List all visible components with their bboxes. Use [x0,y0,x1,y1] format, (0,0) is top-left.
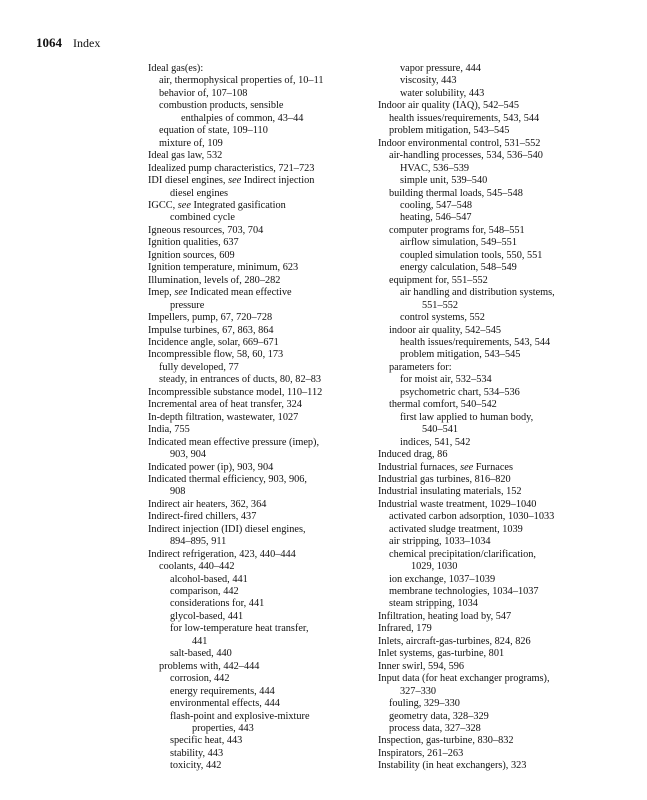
index-entry: Indirect injection (IDI) diesel engines, [148,523,306,535]
index-entry: considerations for, 441 [170,598,265,610]
index-entry: behavior of, 107–108 [159,87,248,99]
index-entry: Inspection, gas-turbine, 830–832 [378,735,514,747]
index-entry: problems with, 442–444 [159,660,260,672]
index-entry: 903, 904 [170,449,207,461]
index-entry: airflow simulation, 549–551 [400,237,517,249]
index-entry: Ideal gas law, 532 [148,150,223,162]
index-entry: alcohol-based, 441 [170,573,248,585]
index-entry: problem mitigation, 543–545 [400,349,521,361]
page-number: 1064 [36,35,62,50]
index-entry: for low-temperature heat transfer, [170,623,309,635]
index-entry: Incremental area of heat transfer, 324 [148,399,302,411]
index-entry: Incidence angle, solar, 669–671 [148,336,279,348]
index-entry: Industrial insulating materials, 152 [378,486,522,498]
index-entry: parameters for: [389,361,452,373]
index-entry: cooling, 547–548 [400,199,473,211]
index-entry: air, thermophysical properties of, 10–11 [159,75,324,87]
index-entry: combustion products, sensible [159,100,284,112]
index-entry: indoor air quality, 542–545 [389,324,502,336]
index-entry: Impulse turbines, 67, 863, 864 [148,324,274,336]
index-entry: corrosion, 442 [170,673,230,685]
index-entry: geometry data, 328–329 [389,710,489,722]
index-entry: IDI diesel engines, see Indirect injection [148,175,315,187]
page-header [36,36,100,50]
index-entry: coolants, 440–442 [159,561,235,573]
index-entry: 894–895, 911 [170,536,227,548]
index-entry: activated carbon adsorption, 1030–1033 [389,511,555,523]
index-entry: 908 [170,486,186,498]
index-entry: toxicity, 442 [170,760,222,772]
index-entry: health issues/requirements, 543, 544 [400,336,551,348]
index-entry: Impellers, pump, 67, 720–728 [148,312,273,324]
index-entry: Indicated power (ip), 903, 904 [148,461,274,473]
index-entry: fully developed, 77 [159,361,239,373]
index-entry: enthalpies of common, 43–44 [181,112,304,124]
index-entry: Ignition sources, 609 [148,249,235,261]
index-entry: Incompressible flow, 58, 60, 173 [148,349,284,361]
index-entry: activated sludge treatment, 1039 [389,523,523,535]
index-entry: Industrial gas turbines, 816–820 [378,473,511,485]
index-entry: fouling, 329–330 [389,698,460,710]
index-entry: Igneous resources, 703, 704 [148,224,264,236]
index-entry: HVAC, 536–539 [400,162,470,174]
index-entry: Indoor air quality (IAQ), 542–545 [378,100,519,112]
index-entry: Infrared, 179 [378,623,432,635]
index-entry: chemical precipitation/clarification, [389,548,536,560]
index-entry: Illumination, levels of, 280–282 [148,274,281,286]
index-entry: water solubility, 443 [400,87,485,99]
index-entry: Inlets, aircraft-gas-turbines, 824, 826 [378,635,531,647]
index-entry: equation of state, 109–110 [159,125,268,137]
index-entry: Input data (for heat exchanger programs), [378,673,550,685]
index-entry: Inner swirl, 594, 596 [378,660,465,672]
index-entry: 551–552 [422,299,459,311]
index-entry: Inspirators, 261–263 [378,747,464,759]
index-entry: Indirect-fired chillers, 437 [148,511,257,523]
index-entry: Ignition qualities, 637 [148,237,239,249]
index-entry: 1029, 1030 [411,561,458,573]
index-entry: Infiltration, heating load by, 547 [378,610,512,622]
index-entry: steady, in entrances of ducts, 80, 82–83 [159,374,322,386]
index-entry: vapor pressure, 444 [400,63,481,74]
index-entry: Industrial waste treatment, 1029–1040 [378,498,537,510]
index-entry: environmental effects, 444 [170,698,280,710]
index-entry: Induced drag, 86 [378,449,448,461]
running-head: Index [73,36,101,50]
index-entry: 540–541 [422,424,459,436]
index-entry: equipment for, 551–552 [389,274,488,286]
index-entry: properties, 443 [192,723,254,735]
index-entry: control systems, 552 [400,312,485,324]
index-entry: Ideal gas(es): [148,63,204,74]
index-entry: comparison, 442 [170,586,239,598]
index-entry: stability, 443 [170,747,224,759]
index-entry: pressure [170,299,205,311]
index-entry: air-handling processes, 534, 536–540 [389,150,543,162]
index-entry: first law applied to human body, [400,411,534,423]
index-entry: psychometric chart, 534–536 [400,386,520,398]
index-entry: 441 [192,635,208,647]
index-entry: health issues/requirements, 543, 544 [389,112,540,124]
index-entry: process data, 327–328 [389,723,481,735]
index-entry: Imep, see Indicated mean effective [148,287,292,299]
index-entry: 327–330 [400,685,437,697]
index-entry: IGCC, see Integrated gasification [148,199,286,211]
index-entry: Indoor environmental control, 531–552 [378,137,541,149]
index-entry: Indirect refrigeration, 423, 440–444 [148,548,296,560]
index-entry: Incompressible substance model, 110–112 [148,386,323,398]
index-entry: salt-based, 440 [170,648,232,660]
index-entry: coupled simulation tools, 550, 551 [400,249,543,261]
index-entry: thermal comfort, 540–542 [389,399,497,411]
index-entry: indices, 541, 542 [400,436,471,448]
index-entry: India, 755 [148,424,190,436]
index-entry: Inlet systems, gas-turbine, 801 [378,648,505,660]
index-entry: heating, 546–547 [400,212,472,224]
index-entry: membrane technologies, 1034–1037 [389,586,539,598]
index-entry: diesel engines [170,187,229,199]
index-entry: In-depth filtration, wastewater, 1027 [148,411,299,423]
index-entry: energy calculation, 548–549 [400,262,517,274]
index-entry: steam stripping, 1034 [389,598,478,610]
index-entry: simple unit, 539–540 [400,175,488,187]
index-entry: computer programs for, 548–551 [389,224,525,236]
index-entry: flash-point and explosive-mixture [170,710,310,722]
index-entry: Ignition temperature, minimum, 623 [148,262,299,274]
index-column-right [378,63,610,773]
index-entry: Industrial furnaces, see Furnaces [378,461,513,473]
index-entry: for moist air, 532–534 [400,374,492,386]
index-entry: viscosity, 443 [400,75,457,87]
index-entry: problem mitigation, 543–545 [389,125,510,137]
index-entry: mixture of, 109 [159,137,223,149]
index-entry: glycol-based, 441 [170,610,244,622]
index-entry: building thermal loads, 545–548 [389,187,523,199]
index-entry: Instability (in heat exchangers), 323 [378,760,527,772]
index-entry: air handling and distribution systems, [400,287,555,299]
index-entry: specific heat, 443 [170,735,243,747]
index-entry: Indirect air heaters, 362, 364 [148,498,267,510]
index-column-left [148,63,376,773]
index-entry: Indicated mean effective pressure (imep), [148,436,320,448]
index-entry: ion exchange, 1037–1039 [389,573,496,585]
index-entry: energy requirements, 444 [170,685,275,697]
index-entry: combined cycle [170,212,235,224]
index-entry: air stripping, 1033–1034 [389,536,491,548]
index-entry: Indicated thermal efficiency, 903, 906, [148,473,307,485]
index-entry: Idealized pump characteristics, 721–723 [148,162,315,174]
